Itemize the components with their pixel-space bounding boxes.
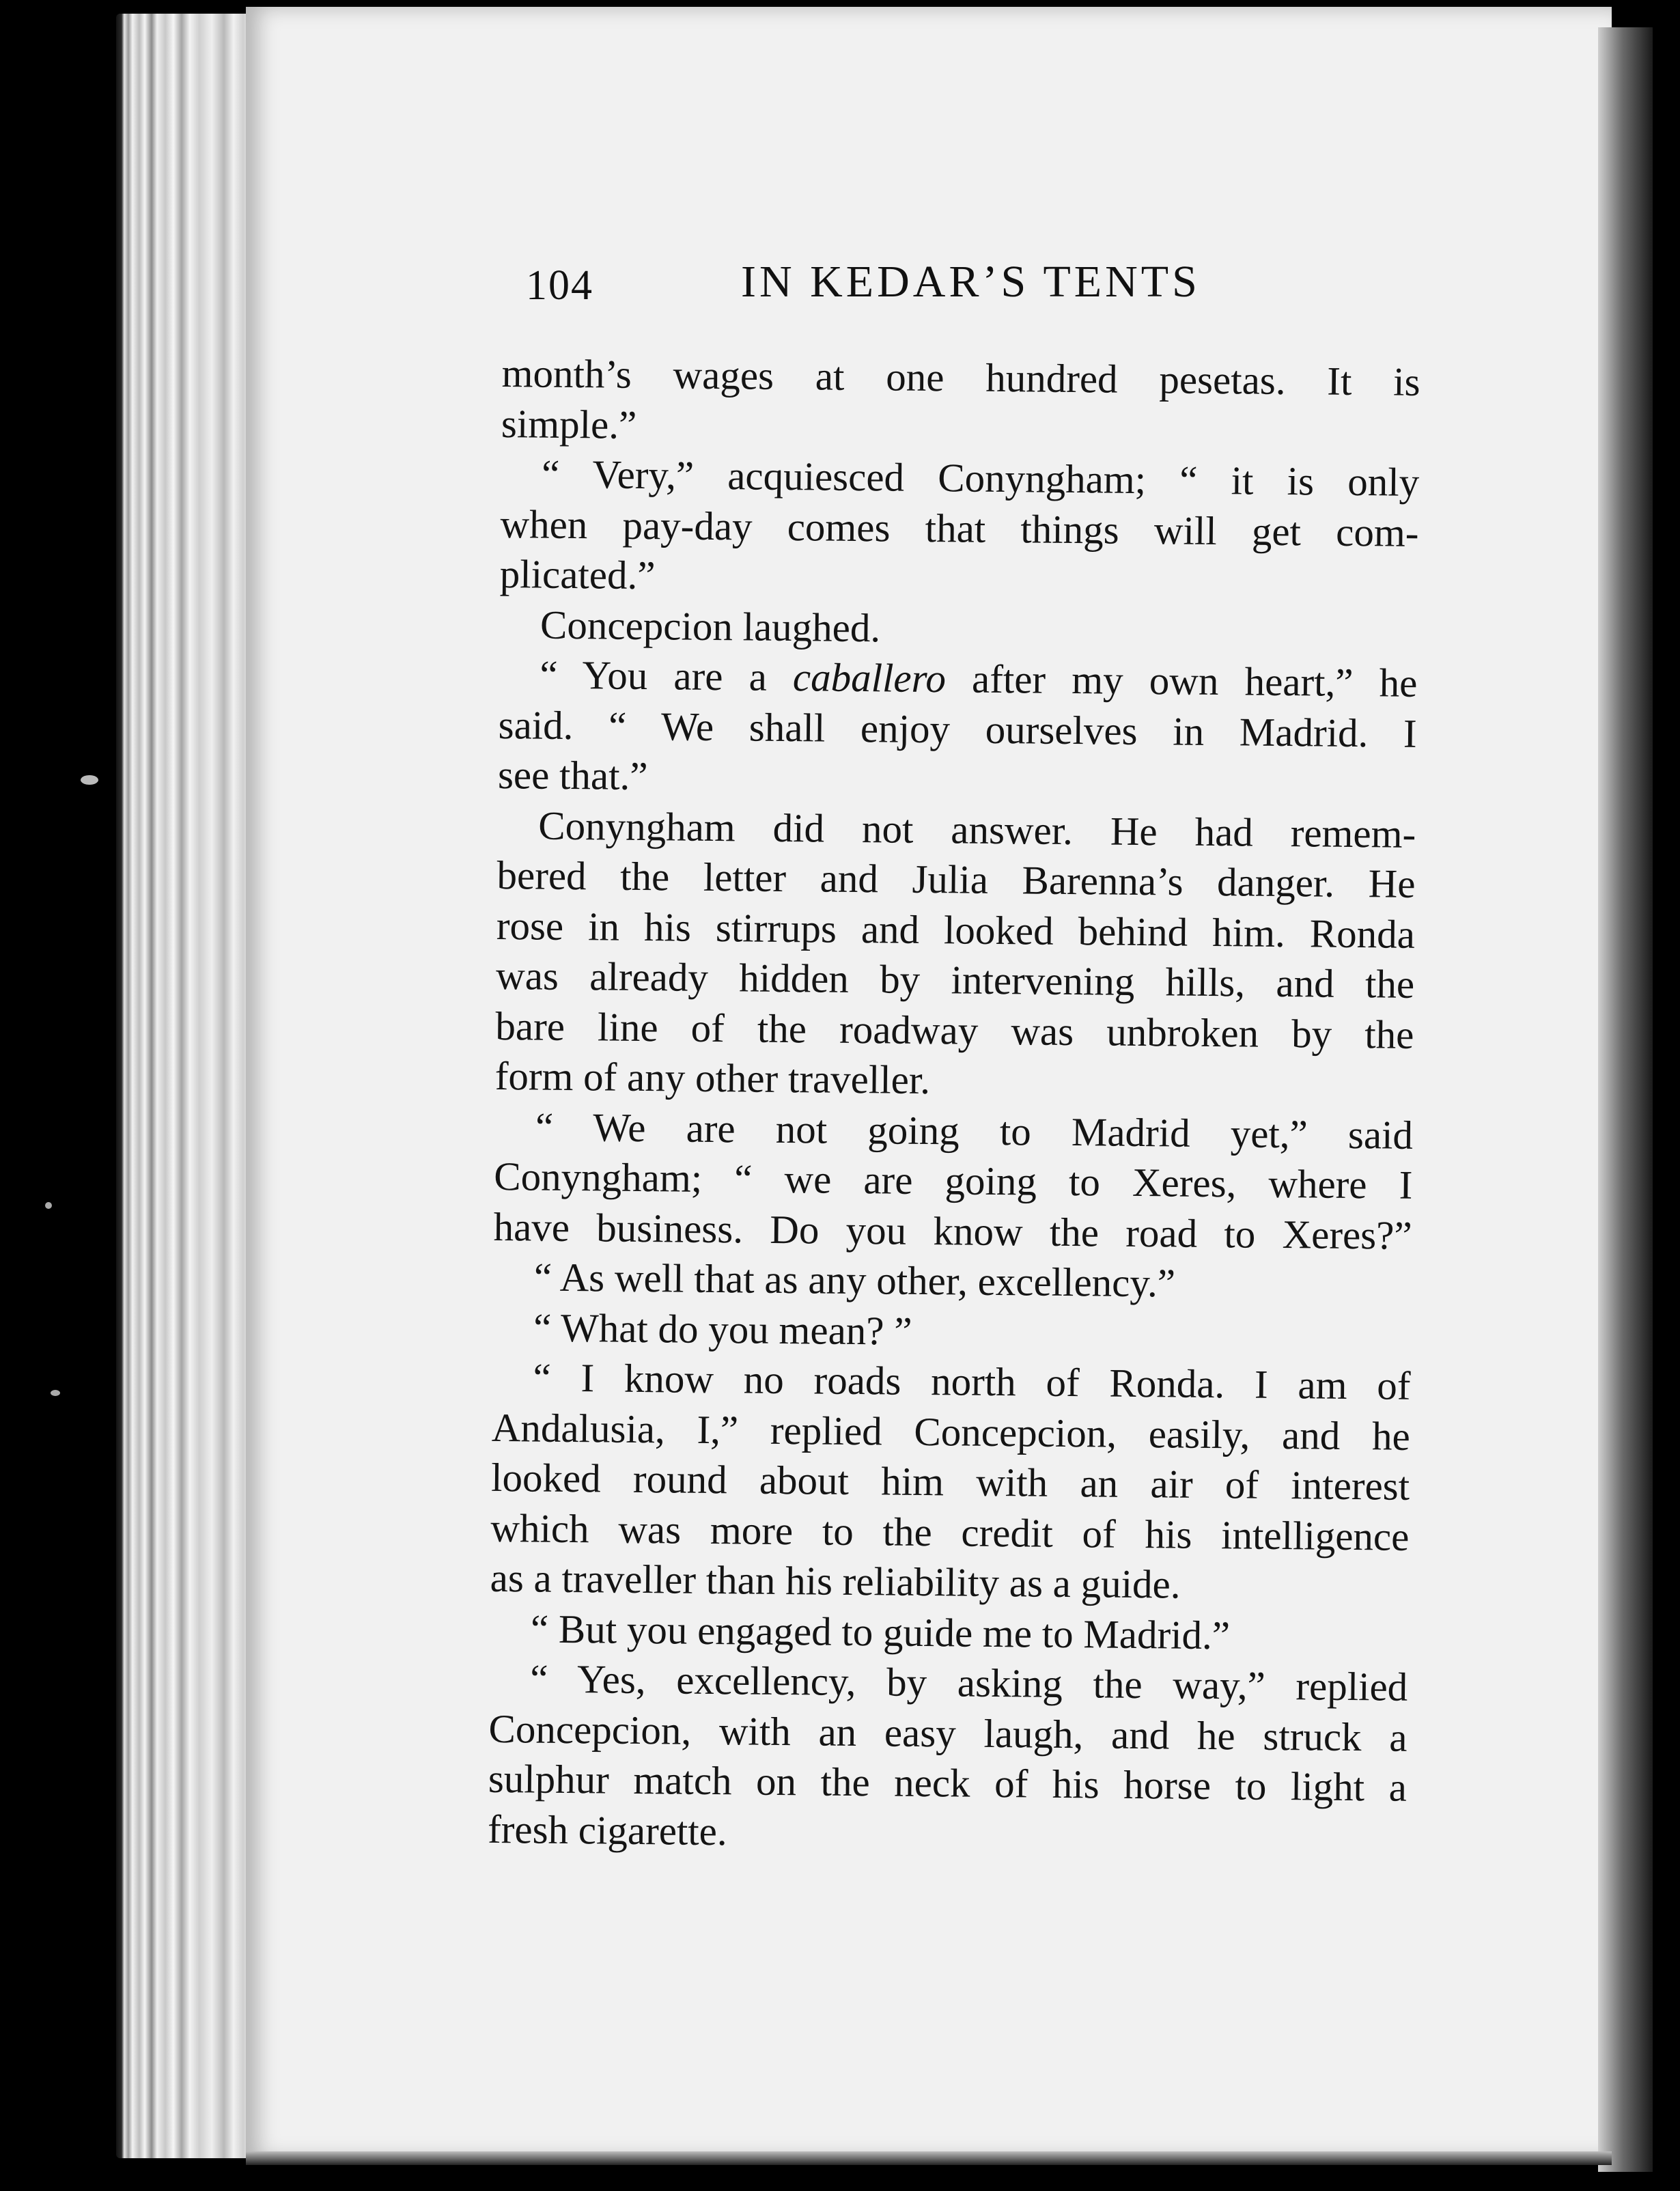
- text-line: form of any other traveller.: [494, 1052, 931, 1103]
- italic-word: caballero: [792, 654, 947, 701]
- text-line: Andalusia, I,” replied Concepcion, easily, and he: [491, 1404, 1411, 1459]
- gutter-shadow: [1598, 27, 1653, 2172]
- text-line: fresh cigarette.: [487, 1806, 728, 1854]
- text-line: month’s wages at one hundred pesetas. It is: [501, 350, 1420, 404]
- text-fragment: “ You are a: [540, 652, 768, 699]
- running-head: [526, 256, 1229, 331]
- text-line: which was more to the credit of his intelligence: [490, 1505, 1410, 1559]
- text-line: “ But you engaged to guide me to Madrid.”: [530, 1605, 1231, 1658]
- margin-speck: [81, 775, 98, 785]
- text-line: plicated.”: [499, 550, 656, 598]
- text-line: “ I know no roads north of Ronda. I am of: [533, 1354, 1411, 1408]
- text-fragment: after my own heart,” he: [971, 656, 1418, 706]
- page-number: 104: [526, 262, 593, 309]
- text-line: Concepcion, with an easy laugh, and he struck a: [488, 1705, 1408, 1760]
- text-line: Conyngham did not answer. He had remem-: [537, 803, 1416, 856]
- text-line: said. “ We shall enjoy ourselves in Madrid. I: [498, 701, 1417, 756]
- text-line: bered the letter and Julia Barenna’s danger. He: [496, 852, 1416, 906]
- text-line: sulphur match on the neck of his horse to light a: [488, 1755, 1408, 1810]
- text-line: Concepcion laughed.: [540, 602, 881, 650]
- text-line: “ We are not going to Madrid yet,” said: [535, 1104, 1414, 1158]
- body-text: [488, 348, 1420, 1863]
- text-line-with-italic: [499, 650, 1418, 708]
- text-line: bare line of the roadway was unbroken by the: [495, 1003, 1414, 1057]
- text-line: simple.”: [501, 400, 637, 447]
- text-line: when pay-day comes that things will get com-: [500, 501, 1419, 555]
- text-line: see that.”: [497, 751, 648, 799]
- text-line: as a traveller than his reliability as a guide.: [490, 1554, 1181, 1607]
- book-page-edges: [116, 14, 253, 2158]
- page-bottom-edge: [246, 2151, 1612, 2165]
- text-line: looked round about him with an air of interest: [490, 1454, 1410, 1509]
- running-title: IN KEDAR’S TENTS: [741, 257, 1201, 307]
- margin-speck: [51, 1390, 60, 1396]
- text-line: have business. Do you know the road to Xeres?”: [493, 1203, 1412, 1258]
- margin-speck: [45, 1202, 52, 1209]
- text-line: “ As well that as any other, excellency.”: [533, 1254, 1176, 1306]
- text-line: “ Yes, excellency, by asking the way,” replied: [529, 1656, 1408, 1709]
- text-line: was already hidden by intervening hills, and the: [495, 952, 1415, 1007]
- text-line: “ What do you mean? ”: [533, 1304, 912, 1354]
- text-line: rose in his stirrups and looked behind him. Ronda: [496, 902, 1416, 957]
- text-line: Conyngham; “ we are going to Xeres, where I: [494, 1153, 1413, 1208]
- text-line: “ Very,” acquiesced Conyngham; “ it is only: [541, 451, 1420, 505]
